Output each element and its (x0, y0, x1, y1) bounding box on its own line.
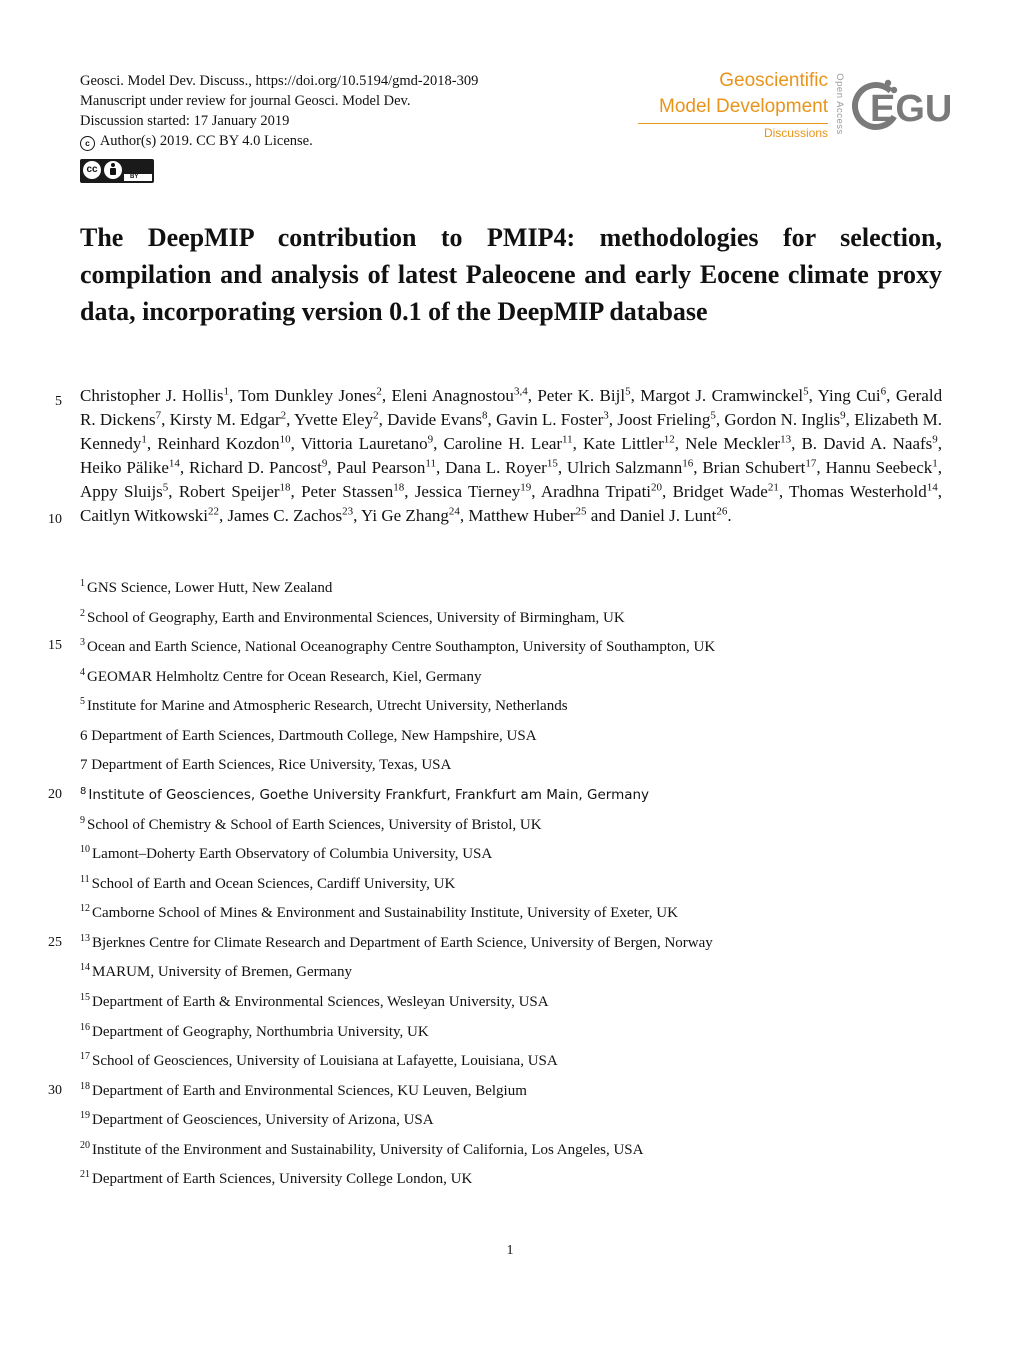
author-name: Ulrich Salzmann (566, 458, 683, 477)
affiliation-text: Ocean and Earth Science, National Oceanography Centre Southampton, University of Southampton, UK (87, 639, 716, 655)
author-affiliation-ref: 14 (168, 457, 180, 470)
journal-logo-divider (638, 123, 828, 124)
affiliation-number: 5 (80, 696, 85, 707)
affiliation-number: 4 (80, 667, 85, 678)
author-name: Ying Cui (817, 386, 881, 405)
author-name: Robert Speijer (178, 482, 280, 501)
author-affiliation-ref: 3,4 (513, 385, 528, 398)
author-name: Heiko Pälike (80, 458, 169, 477)
author-name: Gordon N. Inglis (724, 410, 841, 429)
affiliation-text: Bjerknes Centre for Climate Research and Department of Earth Science, University of Bergen, Norway (92, 935, 713, 951)
author-affiliation-ref: 25 (575, 505, 587, 518)
author-name: Matthew Huber (468, 506, 576, 525)
affiliation-text: Institute for Marine and Atmospheric Research, Utrecht University, Netherlands (87, 698, 568, 714)
affiliation-item (80, 755, 451, 775)
author-affiliation-ref: 12 (663, 433, 675, 446)
author-affiliation-ref: 5 (625, 385, 631, 398)
author-affiliation-ref: 16 (682, 457, 694, 470)
author-name: Richard D. Pancost (188, 458, 322, 477)
affiliation-item (80, 696, 568, 716)
author-affiliation-ref: 19 (520, 481, 532, 494)
author-name: Kate Littler (583, 434, 664, 453)
author-name: Caroline H. Lear (443, 434, 563, 453)
author-name: Christopher J. Hollis (80, 386, 224, 405)
author-affiliation-ref: 9 (427, 433, 434, 446)
author-name: Gavin L. Foster (496, 410, 604, 429)
author-affiliation-ref: 13 (780, 433, 792, 446)
affiliation-text: MARUM, University of Bremen, Germany (92, 964, 352, 980)
author-affiliation-ref: 26 (716, 505, 728, 518)
affiliation-item (80, 1051, 558, 1071)
cc-icon: cc (83, 161, 101, 179)
affiliation-text: Department of Geosciences, University of Arizona, USA (92, 1112, 434, 1128)
author-name: Appy Sluijs (80, 482, 163, 501)
affiliation-number: 14 (80, 962, 90, 973)
affiliation-number: 10 (80, 844, 90, 855)
affiliation-item (80, 1110, 434, 1130)
author-name: Joost Frieling (617, 410, 711, 429)
author-affiliation-ref: 2 (376, 385, 382, 398)
line-number: 20 (48, 787, 62, 802)
affiliation-text: Department of Earth and Environmental Sciences, KU Leuven, Belgium (92, 1083, 527, 1099)
author-affiliation-ref: 8 (482, 409, 488, 422)
author-name: Margot J. Cramwinckel (640, 386, 804, 405)
author-name: Caitlyn Witkowski (80, 506, 208, 525)
affiliation-text: Camborne School of Mines & Environment and Sustainability Institute, University of Exeter, UK (92, 905, 678, 921)
affiliation-item (80, 1022, 429, 1042)
author-affiliation-ref: 11 (425, 457, 436, 470)
author-affiliation-ref: 6 (880, 385, 887, 398)
author-name: Aradhna Tripati (540, 482, 652, 501)
author-affiliation-ref: 14 (926, 481, 938, 494)
author-name: Thomas Westerhold (789, 482, 927, 501)
author-name: Yi Ge Zhang (361, 506, 449, 525)
author-name: Peter Stassen (301, 482, 394, 501)
affiliation-number: 18 (80, 1081, 90, 1092)
affiliation-item (80, 726, 537, 746)
journal-name-line2: Model Development (659, 96, 828, 117)
author-name: Jessica Tierney (414, 482, 521, 501)
author-name: Peter K. Bijl (537, 386, 626, 405)
affiliation-text: GNS Science, Lower Hutt, New Zealand (87, 580, 333, 596)
affiliation-item (80, 785, 649, 805)
author-name: Paul Pearson (336, 458, 426, 477)
egu-wordmark: EGU (870, 88, 953, 130)
author-affiliation-ref: 18 (279, 481, 291, 494)
open-access-label: Open Access (834, 73, 845, 135)
line-number: 30 (48, 1083, 62, 1098)
affiliation-text: Department of Geography, Northumbria University, UK (92, 1024, 429, 1040)
journal-name-discussions: Discussions (763, 126, 828, 140)
affiliation-item (80, 815, 542, 835)
author-affiliation-ref: 1 (932, 457, 938, 470)
affiliation-number: 15 (80, 992, 90, 1003)
author-affiliation-ref: 15 (546, 457, 558, 470)
author-affiliation-ref: 9 (321, 457, 328, 470)
affiliation-text: Department of Earth & Environmental Sciences, Wesleyan University, USA (92, 994, 549, 1010)
affiliation-number: 11 (80, 874, 90, 885)
author-name: Kirsty M. Edgar (169, 410, 281, 429)
author-name: Tom Dunkley Jones (238, 386, 377, 405)
affiliation-number: 21 (80, 1169, 90, 1180)
affiliation-text: 6 Department of Earth Sciences, Dartmouth College, New Hampshire, USA (80, 728, 537, 744)
author-affiliation-ref: 9 (932, 433, 938, 446)
author-affiliation-ref: 3 (603, 409, 609, 422)
author-name: Reinhard Kozdon (157, 434, 280, 453)
author-affiliation-ref: 18 (393, 481, 405, 494)
cc-by-license-badge[interactable] (80, 159, 154, 183)
paper-title: The DeepMIP contribution to PMIP4: methodologies for selection, compilation and analysis of latest Paleocene and early Eocene climate proxy data, incorporating version 0.1 of the DeepMIP database (80, 223, 942, 326)
author-name: Nele Meckler (685, 434, 781, 453)
author-name: Dana L. Royer (445, 458, 547, 477)
affiliation-item (80, 903, 678, 923)
author-affiliation-ref: 10 (279, 433, 291, 446)
author-affiliation-ref: 1 (141, 433, 147, 446)
author-affiliation-ref: 22 (207, 505, 219, 518)
by-label: BY (130, 174, 139, 180)
affiliation-number: 20 (80, 1140, 90, 1151)
author-name: Davide Evans (387, 410, 483, 429)
line-number: 5 (55, 394, 62, 409)
author-affiliation-ref: 2 (280, 409, 287, 422)
affiliation-number: 9 (80, 815, 85, 826)
author-affiliation-ref: 2 (373, 409, 379, 422)
line-number: 10 (48, 512, 62, 527)
affiliation-text: Lamont–Doherty Earth Observatory of Columbia University, USA (92, 846, 493, 862)
affiliation-item (80, 1081, 527, 1101)
author-name: Daniel J. Lunt (619, 506, 717, 525)
author-affiliation-ref: 21 (767, 481, 779, 494)
affiliation-item (80, 844, 492, 864)
affiliation-number: 13 (80, 933, 90, 944)
author-name: Hannu Seebeck (825, 458, 933, 477)
author-affiliation-ref: 17 (805, 457, 817, 470)
header-discussion-date: Discussion started: 17 January 2019 (80, 113, 290, 129)
author-name: Vittoria Lauretano (300, 434, 428, 453)
egu-logo-icon (852, 70, 953, 140)
affiliation-item (80, 992, 549, 1012)
author-name: Eleni Anagnostou (391, 386, 514, 405)
author-affiliation-ref: 5 (803, 385, 809, 398)
affiliation-number: 3 (80, 637, 85, 648)
affiliation-number: 19 (80, 1110, 90, 1121)
author-affiliation-ref: 7 (155, 409, 162, 422)
affiliation-text: Institute of the Environment and Sustainability, University of California, Los Angeles, USA (92, 1142, 644, 1158)
header-citation: Geosci. Model Dev. Discuss., https://doi.org/10.5194/gmd-2018-309 (80, 73, 479, 89)
affiliation-text: GEOMAR Helmholtz Centre for Ocean Research, Kiel, Germany (87, 669, 482, 685)
affiliation-number: 2 (80, 608, 85, 619)
affiliation-number: 12 (80, 903, 90, 914)
author-affiliation-ref: 24 (448, 505, 460, 518)
affiliation-text: School of Earth and Ocean Sciences, Cardiff University, UK (91, 876, 456, 892)
affiliation-item (80, 637, 715, 657)
author-affiliation-ref: 1 (223, 385, 229, 398)
author-name: Yvette Eley (294, 410, 374, 429)
affiliation-number: 8 (80, 785, 87, 797)
affiliation-text: School of Chemistry & School of Earth Sciences, University of Bristol, UK (87, 817, 542, 833)
author-name: Gerald R. Dickens (80, 386, 943, 429)
line-number: 25 (48, 935, 62, 950)
affiliation-item (80, 933, 713, 953)
affiliation-item (80, 874, 455, 894)
affiliation-text: School of Geography, Earth and Environmental Sciences, University of Birmingham, UK (87, 610, 625, 626)
author-affiliation-ref: 11 (562, 433, 573, 446)
author-name: Bridget Wade (672, 482, 768, 501)
affiliation-item (80, 608, 625, 628)
author-name: Brian Schubert (702, 458, 806, 477)
copyright-icon: c (80, 136, 95, 151)
affiliation-item (80, 1169, 472, 1189)
author-affiliation-ref: 20 (651, 481, 663, 494)
affiliation-text: Institute of Geosciences, Goethe University Frankfurt, Frankfurt am Main, Germany (88, 787, 650, 803)
author-affiliation-ref: 9 (840, 409, 846, 422)
affiliation-number: 16 (80, 1022, 90, 1033)
affiliation-item (80, 1140, 643, 1160)
attribution-icon (104, 161, 122, 179)
page-number: 1 (506, 1243, 514, 1258)
affiliation-number: 17 (80, 1051, 90, 1062)
header-review-status: Manuscript under review for journal Geosci. Model Dev. (80, 93, 411, 109)
license-text: Author(s) 2019. CC BY 4.0 License. (99, 133, 313, 149)
header-license (80, 131, 313, 151)
affiliation-item (80, 962, 352, 982)
affiliation-item (80, 667, 481, 687)
author-list: Christopher J. Hollis$^1$, Tom Dunkley Jones$^2$, Eleni Anagnostou$^{3,4}$, Peter K. Bijl$^5$, Margot J. Cramwinckel$^5$, Ying Cui$^6$, Gerald R. Dickens$^7$, Kirsty M. Edgar$^2$, Yvette Eley$^2$, Davide Evans$^8$, Gavin L. Foster$^3$, Joost Frieling$^5$, Gordon N. Inglis$^9$, Elizabeth M. Kennedy$^1$, Reinhard Kozdon$^{10}$, Vittoria Lauretano$^9$, Caroline H. Lear$^{11}$, Kate Littler$^{12}$, Nele Meckler$^{13}$, B. David A. Naafs$^9$, Heiko Pälike$^{14}$, Richard D. Pancost$^9$, Paul Pearson$^{11}$, Dana L. Royer$^{15}$, Ulrich Salzmann$^{16}$, Brian Schubert$^{17}$, Hannu Seebeck$^1$, Appy Sluijs$^5$, Robert Speijer$^{18}$, Peter Stassen$^{18}$, Jessica Tierney$^{19}$, Aradhna Tripati$^{20}$, Bridget Wade$^{21}$, Thomas Westerhold$^{14}$, Caitlyn Witkowski$^{22}$, James C. Zachos$^{23}$, Yi Ge Zhang$^{24}$, Matthew Huber$^{25}$ and Daniel J. Lunt$^{26}$. (80, 385, 943, 525)
affiliation-text: 7 Department of Earth Sciences, Rice University, Texas, USA (80, 757, 452, 773)
author-affiliation-ref: 5 (710, 409, 716, 422)
affiliation-text: School of Geosciences, University of Louisiana at Lafayette, Louisiana, USA (92, 1053, 558, 1069)
journal-name-line1: Geoscientific (719, 70, 828, 91)
affiliation-number: 1 (80, 578, 85, 589)
author-affiliation-ref: 5 (162, 481, 169, 494)
affiliation-item (80, 578, 332, 598)
author-name: Elizabeth M. Kennedy (80, 410, 943, 453)
line-number: 15 (48, 638, 62, 653)
affiliation-text: Department of Earth Sciences, University College London, UK (92, 1171, 473, 1187)
author-name: B. David A. Naafs (801, 434, 933, 453)
author-name: James C. Zachos (227, 506, 343, 525)
author-affiliation-ref: 23 (342, 505, 354, 518)
